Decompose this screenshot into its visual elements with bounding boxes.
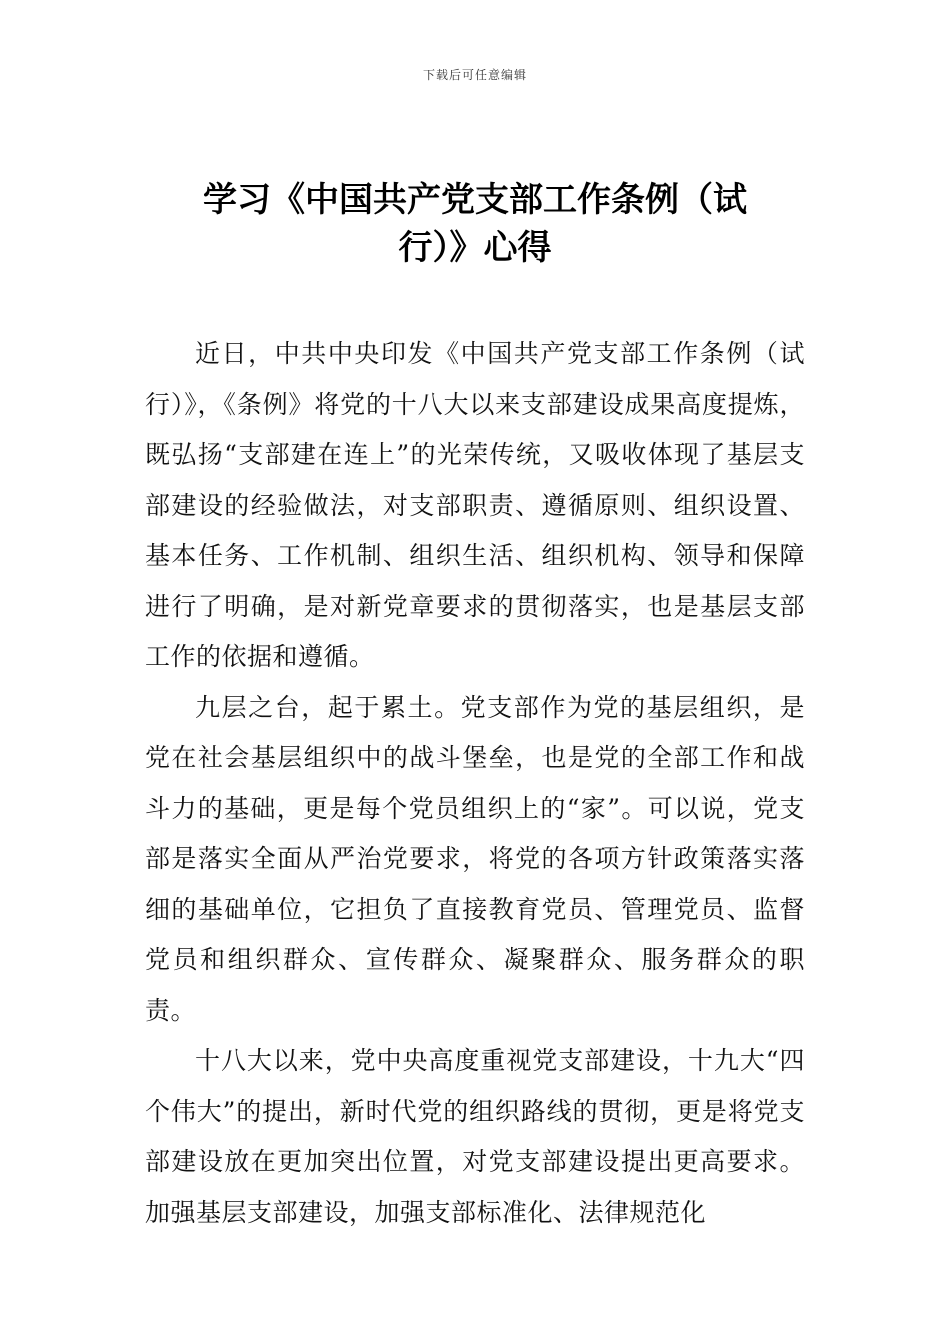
paragraph-1: 近日，中共中央印发《中国共产党支部工作条例（试行）》，《条例》将党的十八大以来支部建设成果高度提炼，既弘扬“支部建在连上”的光荣传统，又吸收体现了基层支部建设的经验做法，对支部职责、遵循原则、组织设置、基本任务、工作机制、组织生活、组织机构、领导和保障进行了明确，是对新党章要求的贯彻落实，也是基层支部工作的依据和遵循。 [145,339,805,671]
header-note: 下载后可任意编辑 [422,68,527,82]
title-line-1: 学习《中国共产党支部工作条例（试 [203,180,747,220]
paragraph-2: 九层之台，起于累土。党支部作为党的基层组织，是党在社会基层组织中的战斗堡垒，也是党的全部工作和战斗力的基础，更是每个党员组织上的“家”。可以说，党支部是落实全面从严治党要求，将党的各项方针政策落实落细的基础单位，它担负了直接教育党员、管理党员、监督党员和组织群众、宣传群众、凝聚群众、服务群众的职责。 [145,692,805,1025]
document-title [145,176,805,272]
title-line-2: 行）》心得 [398,228,552,268]
document-body [145,329,805,1238]
paragraph-3: 十八大以来，党中央高度重视党支部建设，十九大“四个伟大”的提出，新时代党的组织路线的贯彻，更是将党支部建设放在更加突出位置，对党支部建设提出更高要求。加强基层支部建设，加强支部标准化、法律规范化 [145,1046,805,1227]
